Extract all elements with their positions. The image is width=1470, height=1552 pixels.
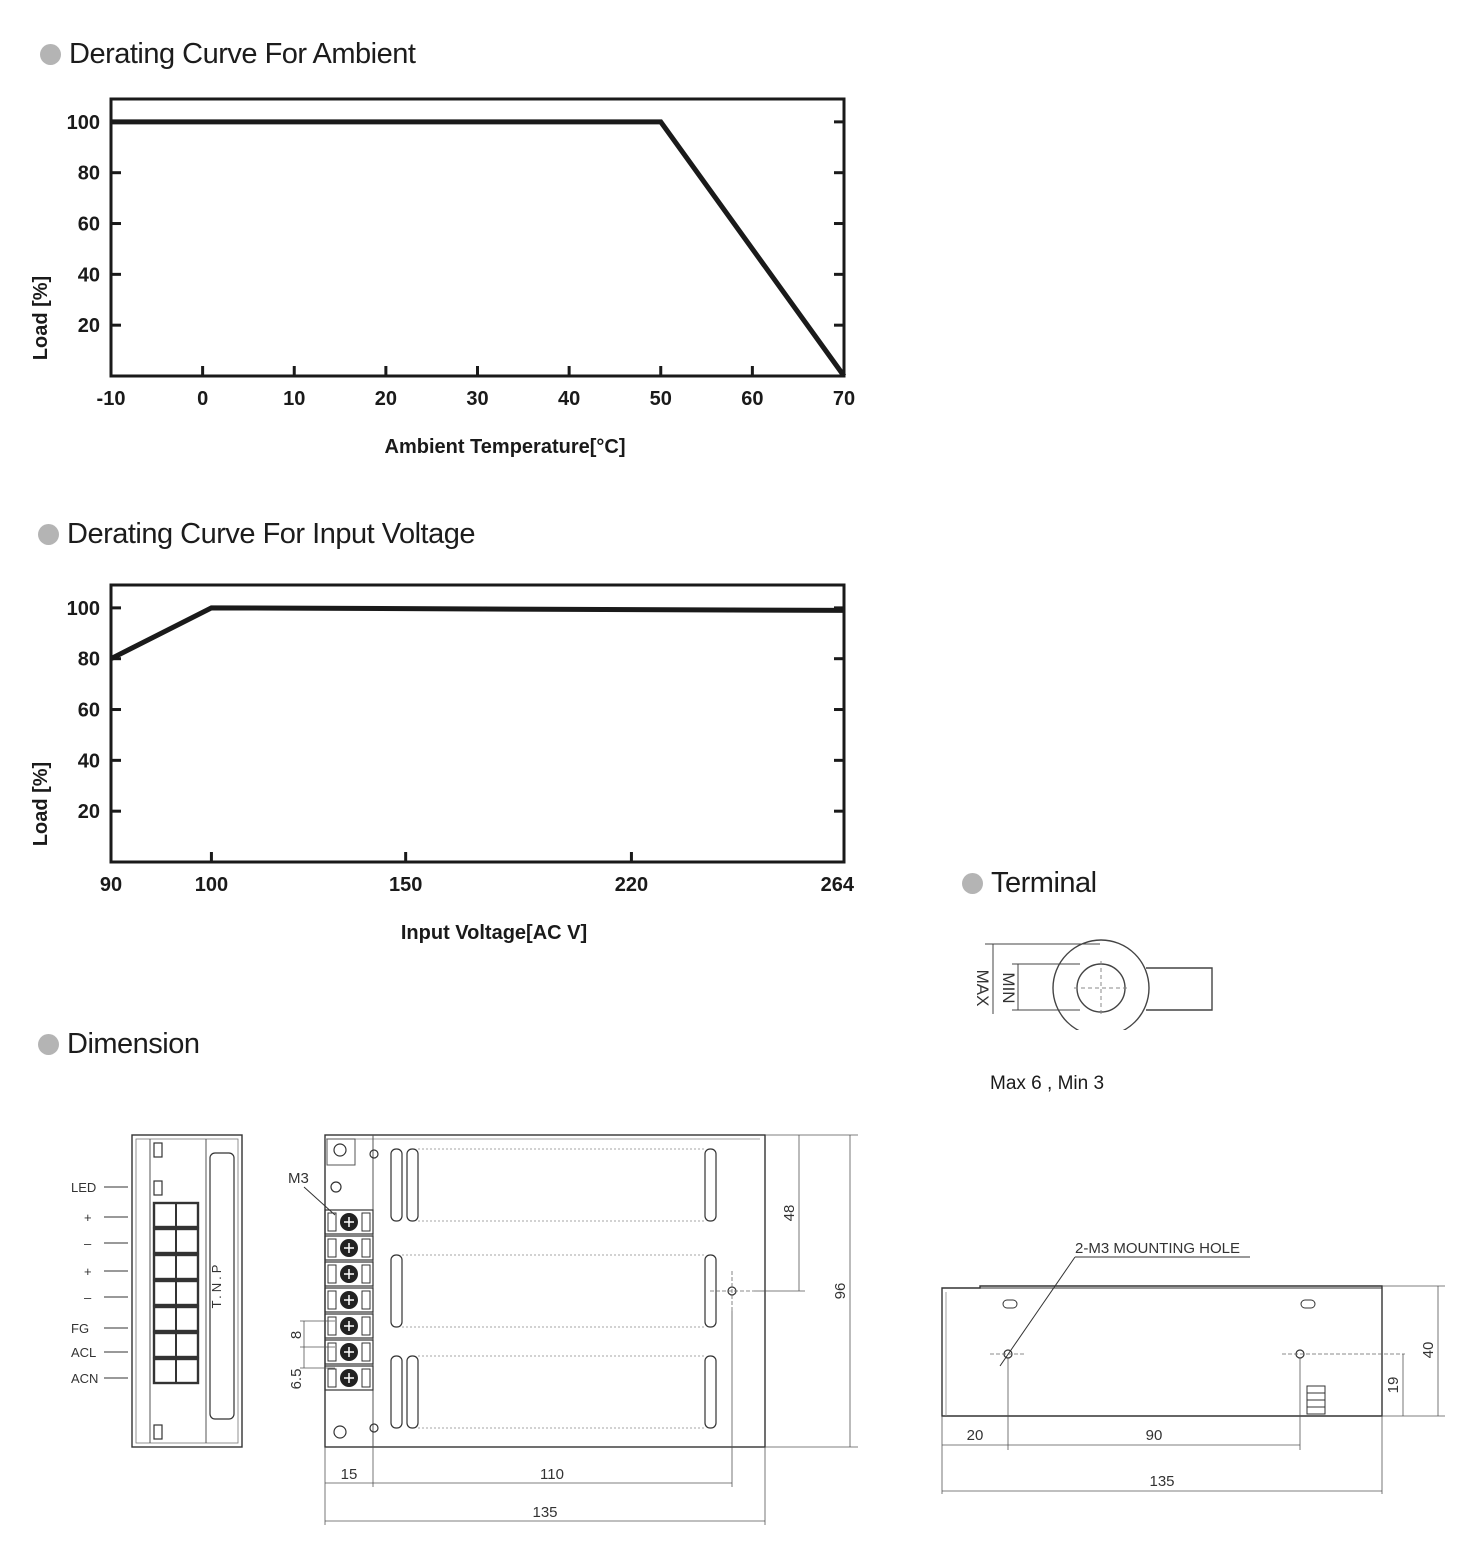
y-tick-label: 80 xyxy=(77,162,100,185)
y-tick-label: 100 xyxy=(66,597,100,620)
dim-8: 8 xyxy=(288,1330,305,1340)
y-tick-label: 100 xyxy=(66,111,100,134)
series-line xyxy=(111,608,844,659)
x-tick-label: 20 xyxy=(374,388,397,410)
x-tick-label: 30 xyxy=(466,388,489,410)
x-tick-label: 40 xyxy=(558,388,581,410)
x-tick-label: 100 xyxy=(194,874,229,896)
x-tick-label: 50 xyxy=(649,388,672,410)
x-tick-label: -10 xyxy=(96,388,126,410)
dim-96: 96 xyxy=(832,1282,849,1300)
x-tick-label: 10 xyxy=(283,388,306,410)
x-tick-label: 70 xyxy=(832,388,856,410)
x-tick-label: 264 xyxy=(820,874,854,896)
dim-110: 110 xyxy=(540,1466,564,1483)
y-tick-label: 60 xyxy=(77,213,100,236)
y-tick-label: 80 xyxy=(77,648,100,671)
x-axis-label: Input Voltage[AC V] xyxy=(400,922,588,944)
terminal-drawing xyxy=(960,930,1240,1030)
x-tick-label: 220 xyxy=(614,874,649,896)
side-view-drawing xyxy=(60,1125,260,1465)
y-axis-label: Load [%] xyxy=(30,761,52,847)
side-label: – xyxy=(84,1290,92,1305)
y-axis-label: Load [%] xyxy=(30,275,52,361)
voltage-title-text: Derating Curve For Input Voltage xyxy=(67,518,475,550)
side-label: FG xyxy=(71,1321,90,1336)
dim-20: 20 xyxy=(966,1427,984,1444)
y-tick-label: 20 xyxy=(77,801,100,824)
bullet-icon xyxy=(962,873,983,894)
voltage-derating-chart xyxy=(0,566,900,966)
side-label: ACN xyxy=(71,1371,99,1386)
min-label: MIN xyxy=(999,972,1018,1004)
terminal-note: Max 6 , Min 3 xyxy=(990,1073,1105,1094)
tnp-label: T.N.P xyxy=(209,1261,224,1309)
x-tick-label: 90 xyxy=(99,874,123,896)
bullet-icon xyxy=(40,44,61,65)
section-title-dimension xyxy=(38,1028,200,1061)
dim-48: 48 xyxy=(781,1204,798,1222)
dim-135-front: 135 xyxy=(1149,1473,1175,1490)
y-tick-label: 40 xyxy=(77,264,100,287)
section-title-terminal xyxy=(962,867,1097,900)
section-title-ambient xyxy=(40,38,415,71)
side-label: LED xyxy=(71,1180,97,1195)
section-title-voltage xyxy=(38,518,475,551)
plot-frame xyxy=(111,585,844,862)
bullet-icon xyxy=(38,1034,59,1055)
dim-90: 90 xyxy=(1145,1427,1163,1444)
dim-40: 40 xyxy=(1420,1341,1437,1359)
m3-label: M3 xyxy=(288,1170,309,1187)
terminal-title-text: Terminal xyxy=(991,867,1097,899)
ambient-derating-chart xyxy=(0,80,900,480)
x-tick-label: 150 xyxy=(388,874,423,896)
ambient-title-text: Derating Curve For Ambient xyxy=(69,38,416,70)
front-view-drawing xyxy=(930,1230,1450,1500)
dim-6-5: 6.5 xyxy=(288,1368,305,1390)
dim-135-top: 135 xyxy=(532,1504,558,1521)
side-label: + xyxy=(84,1210,92,1225)
x-tick-label: 0 xyxy=(197,388,209,410)
side-label: + xyxy=(84,1264,92,1279)
bullet-icon xyxy=(38,524,59,545)
side-label: – xyxy=(84,1236,92,1251)
y-tick-label: 40 xyxy=(77,750,100,773)
y-tick-label: 20 xyxy=(77,315,100,338)
x-tick-label: 60 xyxy=(741,388,764,410)
series-line xyxy=(111,122,844,376)
max-label: MAX xyxy=(973,969,992,1007)
x-axis-label: Ambient Temperature[°C] xyxy=(384,436,626,458)
dimension-title-text: Dimension xyxy=(67,1028,200,1060)
side-label: ACL xyxy=(71,1345,97,1360)
mounting-hole-label: 2-M3 MOUNTING HOLE xyxy=(1075,1240,1241,1257)
y-tick-label: 60 xyxy=(77,699,100,722)
top-view-drawing xyxy=(280,1125,870,1535)
dim-19: 19 xyxy=(1385,1376,1402,1394)
dim-15: 15 xyxy=(340,1466,358,1483)
plot-frame xyxy=(111,99,844,376)
